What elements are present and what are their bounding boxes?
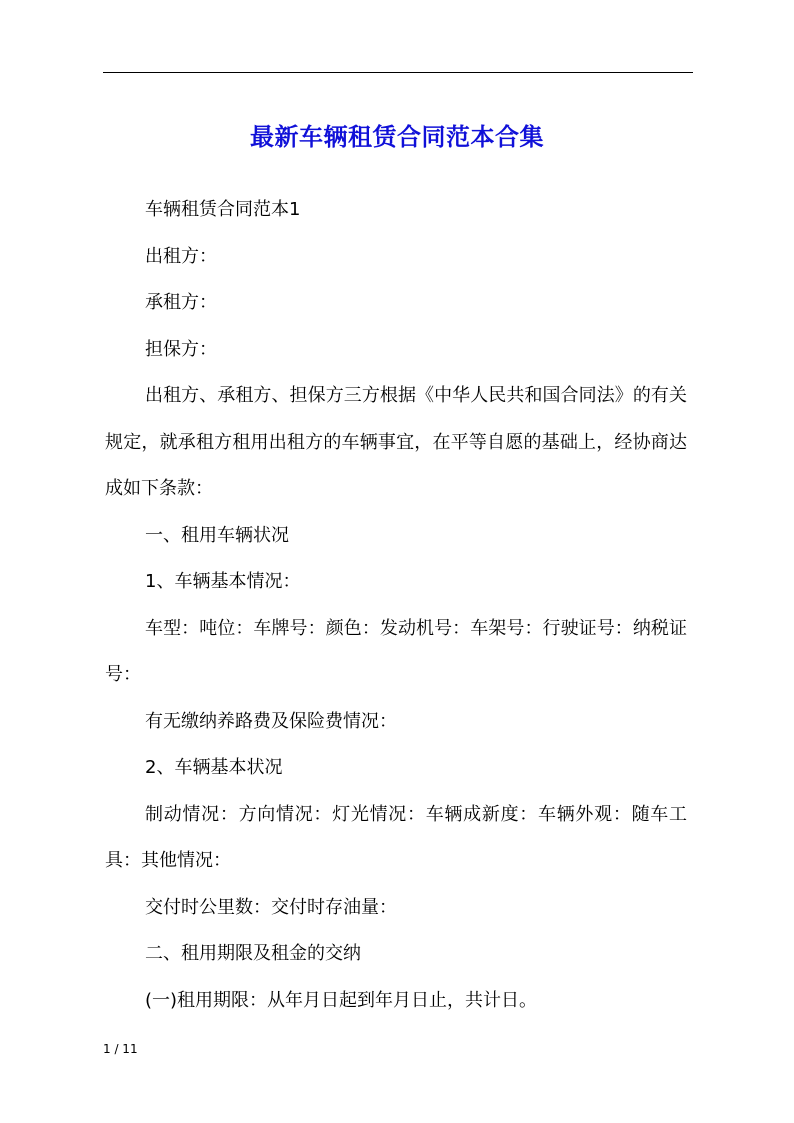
paragraph: 一、租用车辆状况 — [145, 524, 289, 546]
paragraph: 车型：吨位：车牌号：颜色：发动机号：车架号：行驶证号：纳税证号： — [105, 617, 687, 685]
paragraph: 出租方、承租方、担保方三方根据《中华人民共和国合同法》的有关规定，就承租方租用出租方的车辆事宜，在平等自愿的基础上，经协商达成如下条款： — [105, 385, 687, 499]
paragraph: 2、车辆基本状况 — [145, 757, 283, 778]
paragraph: 担保方： — [145, 338, 217, 360]
paragraph: 承租方： — [145, 292, 217, 313]
document-body — [105, 187, 687, 1024]
paragraph: 车辆租赁合同范本1 — [145, 199, 301, 220]
paragraph: 出租方： — [145, 245, 217, 267]
paragraph: (一)租用期限：从年月日起到年月日止，共计日。 — [145, 989, 538, 1011]
paragraph: 有无缴纳养路费及保险费情况： — [145, 710, 397, 732]
paragraph: 二、租用期限及租金的交纳 — [145, 943, 361, 964]
paragraph: 交付时公里数：交付时存油量： — [145, 896, 397, 918]
paragraph: 1、车辆基本情况： — [145, 571, 301, 592]
page-number: 1 / 11 — [103, 1042, 138, 1056]
header-rule — [103, 72, 693, 73]
document-title: 最新车辆租赁合同范本合集 — [250, 123, 544, 152]
paragraph: 制动情况：方向情况：灯光情况：车辆成新度：车辆外观：随车工具：其他情况： — [105, 803, 687, 871]
